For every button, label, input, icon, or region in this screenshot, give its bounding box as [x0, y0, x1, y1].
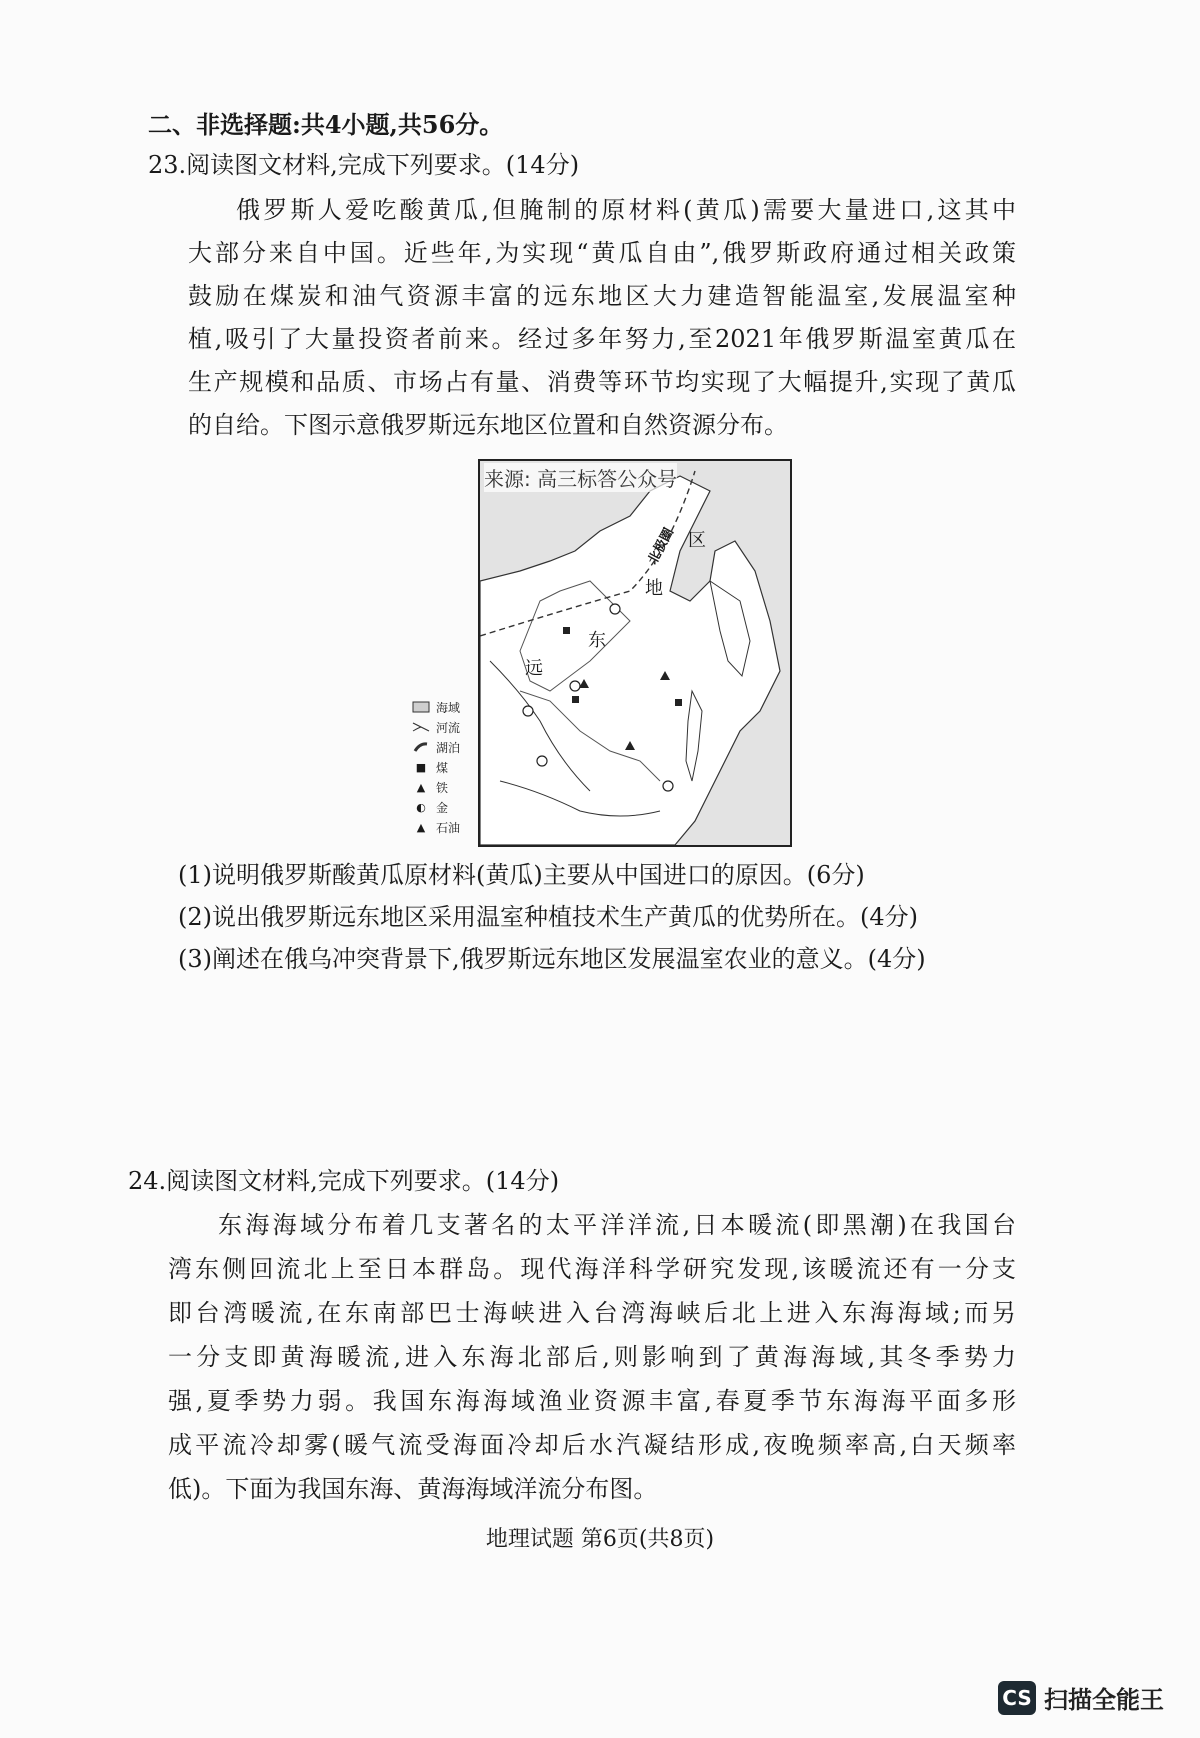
section-title: 二、非选择题:共4小题,共56分。	[148, 110, 504, 139]
region-label: 区	[688, 530, 706, 551]
q24-para-line: 湾东侧回流北上至日本群岛。现代海洋科学研究发现,该暖流还有一分支	[168, 1255, 1016, 1283]
camscanner-text: 扫描全能王	[1044, 1686, 1164, 1714]
legend-item-iron	[410, 777, 476, 797]
legend-item-gold	[410, 797, 476, 817]
q23-para-line: 俄罗斯人爱吃酸黄瓜,但腌制的原材料(黄瓜)需要大量进口,这其中	[236, 196, 1016, 224]
camscanner-logo-icon: CS	[998, 1681, 1036, 1715]
q24-heading: 24.阅读图文材料,完成下列要求。(14分)	[128, 1167, 560, 1195]
q24-para-line: 强,夏季势力弱。我国东海海域渔业资源丰富,春夏季节东海海平面多形	[168, 1387, 1016, 1415]
q24-para-line: 即台湾暖流,在东南部巴士海峡进入台湾海峡后北上进入东海海域;而另	[168, 1299, 1016, 1327]
legend-item-lake	[410, 737, 476, 757]
page-footer: 地理试题 第6页(共8页)	[485, 1527, 715, 1552]
river-icon	[410, 720, 432, 734]
legend-label: 海域	[436, 700, 461, 715]
camscanner-watermark	[998, 1680, 1164, 1715]
q23-para-line: 的自给。下图示意俄罗斯远东地区位置和自然资源分布。	[188, 411, 788, 439]
q23-subquestion-3: (3)阐述在俄乌冲突背景下,俄罗斯远东地区发展温室农业的意义。(4分)	[178, 945, 926, 973]
oil-icon: ▲	[416, 820, 426, 834]
coal-icon: ■	[415, 760, 427, 774]
map-legend	[410, 697, 476, 837]
map-source-note: 来源: 高三标答公众号	[484, 463, 677, 492]
q24-para-line: 东海海域分布着几支著名的太平洋洋流,日本暖流(即黑潮)在我国台	[218, 1211, 1016, 1239]
region-label: 远	[525, 658, 543, 679]
legend-label: 河流	[436, 720, 461, 735]
legend-item-oil	[410, 817, 476, 837]
legend-label: 煤	[436, 760, 449, 775]
gold-icon: ◐	[416, 800, 426, 814]
q24-para-line: 一分支即黄海暖流,进入东海北部后,则影响到了黄海海域,其冬季势力	[168, 1343, 1016, 1371]
map-frame	[478, 459, 792, 847]
q23-para-line: 植,吸引了大量投资者前来。经过多年努力,至2021年俄罗斯温室黄瓜在	[188, 325, 1016, 353]
q24-para-line: 低)。下面为我国东海、黄海海域洋流分布图。	[168, 1475, 658, 1503]
legend-label: 铁	[436, 780, 449, 795]
map-drawing	[480, 461, 790, 845]
q23-subquestion-2: (2)说出俄罗斯远东地区采用温室种植技术生产黄瓜的优势所在。(4分)	[178, 903, 918, 931]
q23-subquestion-1: (1)说明俄罗斯酸黄瓜原材料(黄瓜)主要从中国进口的原因。(6分)	[178, 861, 865, 889]
region-label: 东	[588, 630, 606, 651]
legend-item-sea	[410, 697, 476, 717]
sea-icon	[410, 700, 432, 714]
far-east-map-figure	[410, 457, 790, 847]
q23-heading: 23.阅读图文材料,完成下列要求。(14分)	[148, 151, 580, 179]
legend-label: 石油	[436, 820, 461, 835]
arctic-circle-label: 北极圈	[645, 525, 678, 568]
legend-label: 金	[436, 800, 449, 815]
iron-icon: ▲	[416, 780, 426, 794]
q23-para-line: 大部分来自中国。近些年,为实现“黄瓜自由”,俄罗斯政府通过相关政策	[188, 239, 1016, 267]
region-label: 地	[645, 578, 663, 599]
q23-para-line: 鼓励在煤炭和油气资源丰富的远东地区大力建造智能温室,发展温室种	[188, 282, 1016, 310]
legend-item-river	[410, 717, 476, 737]
legend-label: 湖泊	[436, 740, 461, 755]
q24-para-line: 成平流冷却雾(暖气流受海面冷却后水汽凝结形成,夜晚频率高,白天频率	[168, 1431, 1016, 1459]
q23-para-line: 生产规模和品质、市场占有量、消费等环节均实现了大幅提升,实现了黄瓜	[188, 368, 1016, 396]
legend-item-coal	[410, 757, 476, 777]
lake-icon	[410, 740, 432, 754]
